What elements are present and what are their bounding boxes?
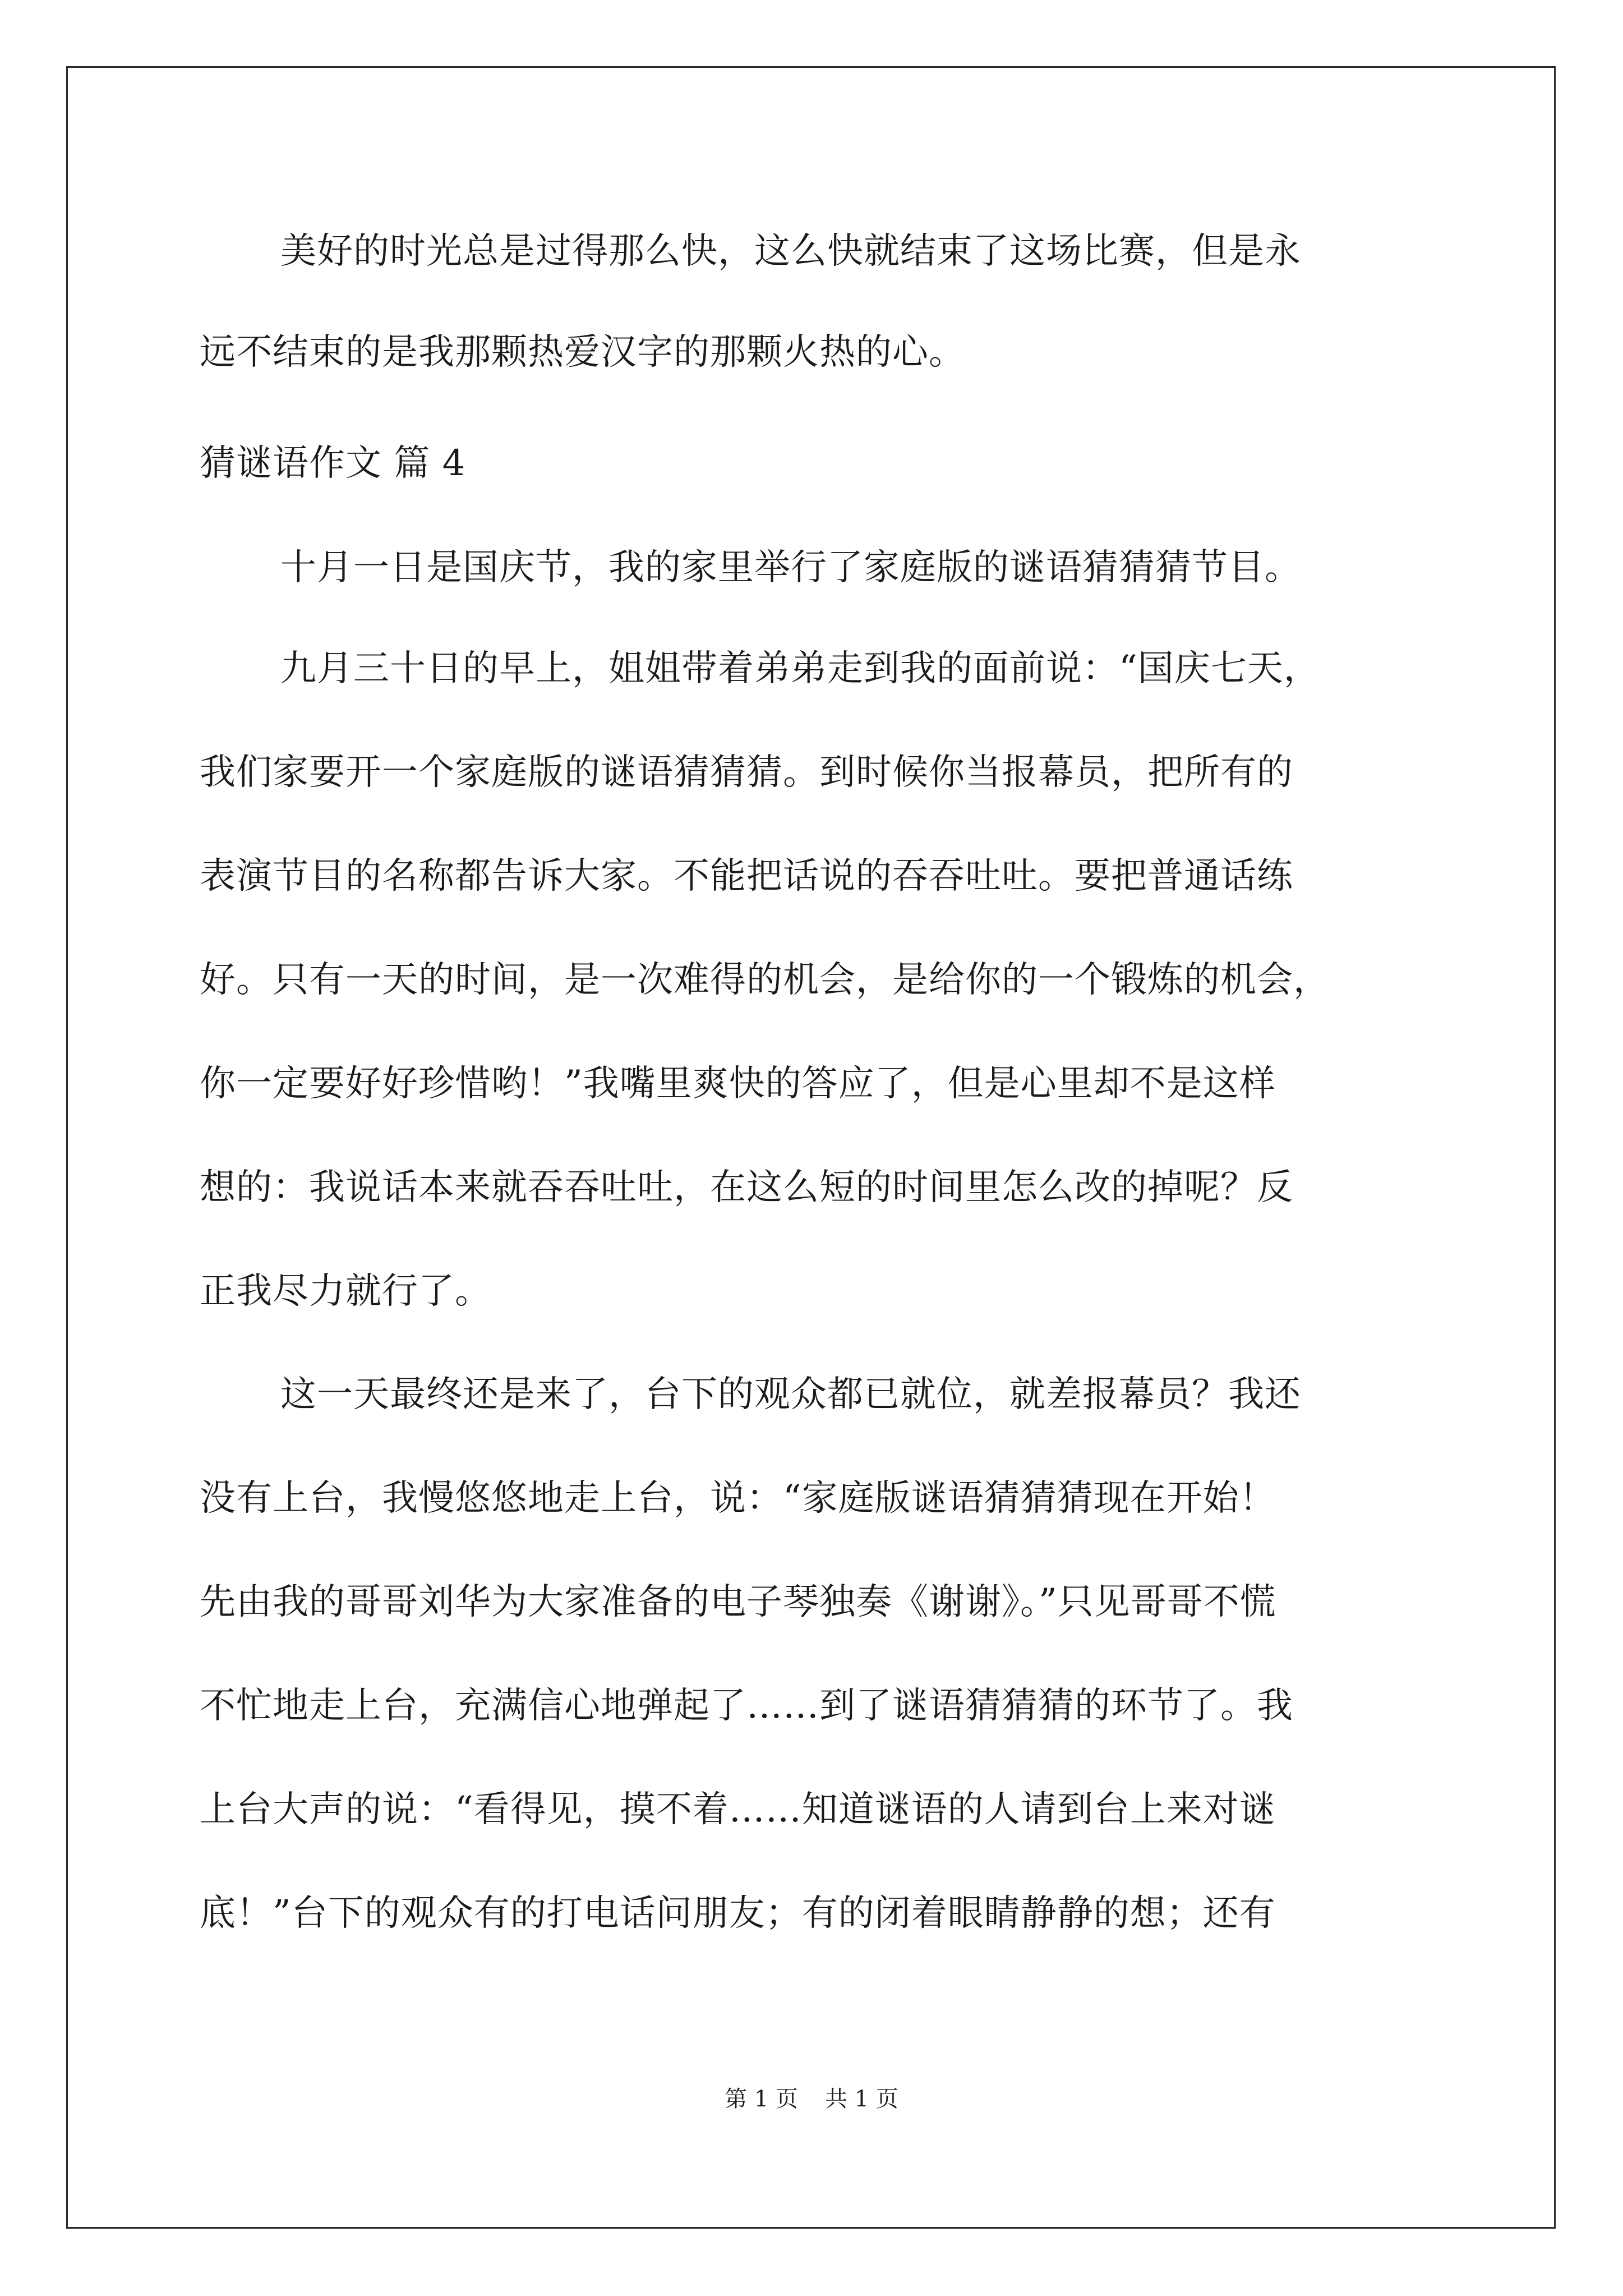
paragraph-1-line-2: 远不结束的是我那颗热爱汉字的那颗火热的心。 [200, 332, 965, 373]
paragraph-4-line-5: 上台大声的说：“看得见，摸不着……知道谜语的人请到台上来对谜 [200, 1789, 1276, 1830]
paragraph-3-line-5: 你一定要好好珍惜哟！”我嘴里爽快的答应了，但是心里却不是这样 [200, 1063, 1276, 1105]
page-count: 共 1 页 [825, 2086, 898, 2112]
paragraph-3-line-6: 想的：我说话本来就吞吞吐吐，在这么短的时间里怎么改的掉呢？反 [200, 1167, 1293, 1208]
paragraph-4-line-6: 底！”台下的观众有的打电话问朋友；有的闭着眼睛静静的想；还有 [200, 1893, 1276, 1934]
paragraph-4-line-2: 没有上台，我慢悠悠地走上台，说：“家庭版谜语猜猜猜现在开始！ [200, 1478, 1276, 1519]
paragraph-3-line-1: 九月三十日的早上，姐姐带着弟弟走到我的面前说：“国庆七天， [280, 648, 1320, 689]
paragraph-4-line-1: 这一天最终还是来了，台下的观众都已就位，就差报幕员？我还 [280, 1374, 1301, 1415]
paragraph-2-line-1: 十月一日是国庆节，我的家里举行了家庭版的谜语猜猜猜节目。 [280, 547, 1301, 588]
page-footer [0, 2085, 1623, 2114]
paragraph-3-line-4: 好。只有一天的时间，是一次难得的机会，是给你的一个锻炼的机会， [200, 959, 1330, 1001]
paragraph-3-line-7: 正我尽力就行了。 [200, 1271, 491, 1312]
section-heading: 猜谜语作文 篇 4 [200, 443, 466, 484]
page-number: 第 1 页 [725, 2086, 798, 2112]
paragraph-4-line-3: 先由我的哥哥刘华为大家准备的电子琴独奏《谢谢》。”只见哥哥不慌 [200, 1581, 1276, 1623]
paragraph-3-line-3: 表演节目的名称都告诉大家。不能把话说的吞吞吐吐。要把普通话练 [200, 855, 1293, 897]
paragraph-3-line-2: 我们家要开一个家庭版的谜语猜猜猜。到时候你当报幕员，把所有的 [200, 752, 1293, 793]
paragraph-4-line-4: 不忙地走上台，充满信心地弹起了……到了谜语猜猜猜的环节了。我 [200, 1685, 1293, 1727]
paragraph-1-line-1: 美好的时光总是过得那么快，这么快就结束了这场比赛，但是永 [280, 231, 1301, 272]
